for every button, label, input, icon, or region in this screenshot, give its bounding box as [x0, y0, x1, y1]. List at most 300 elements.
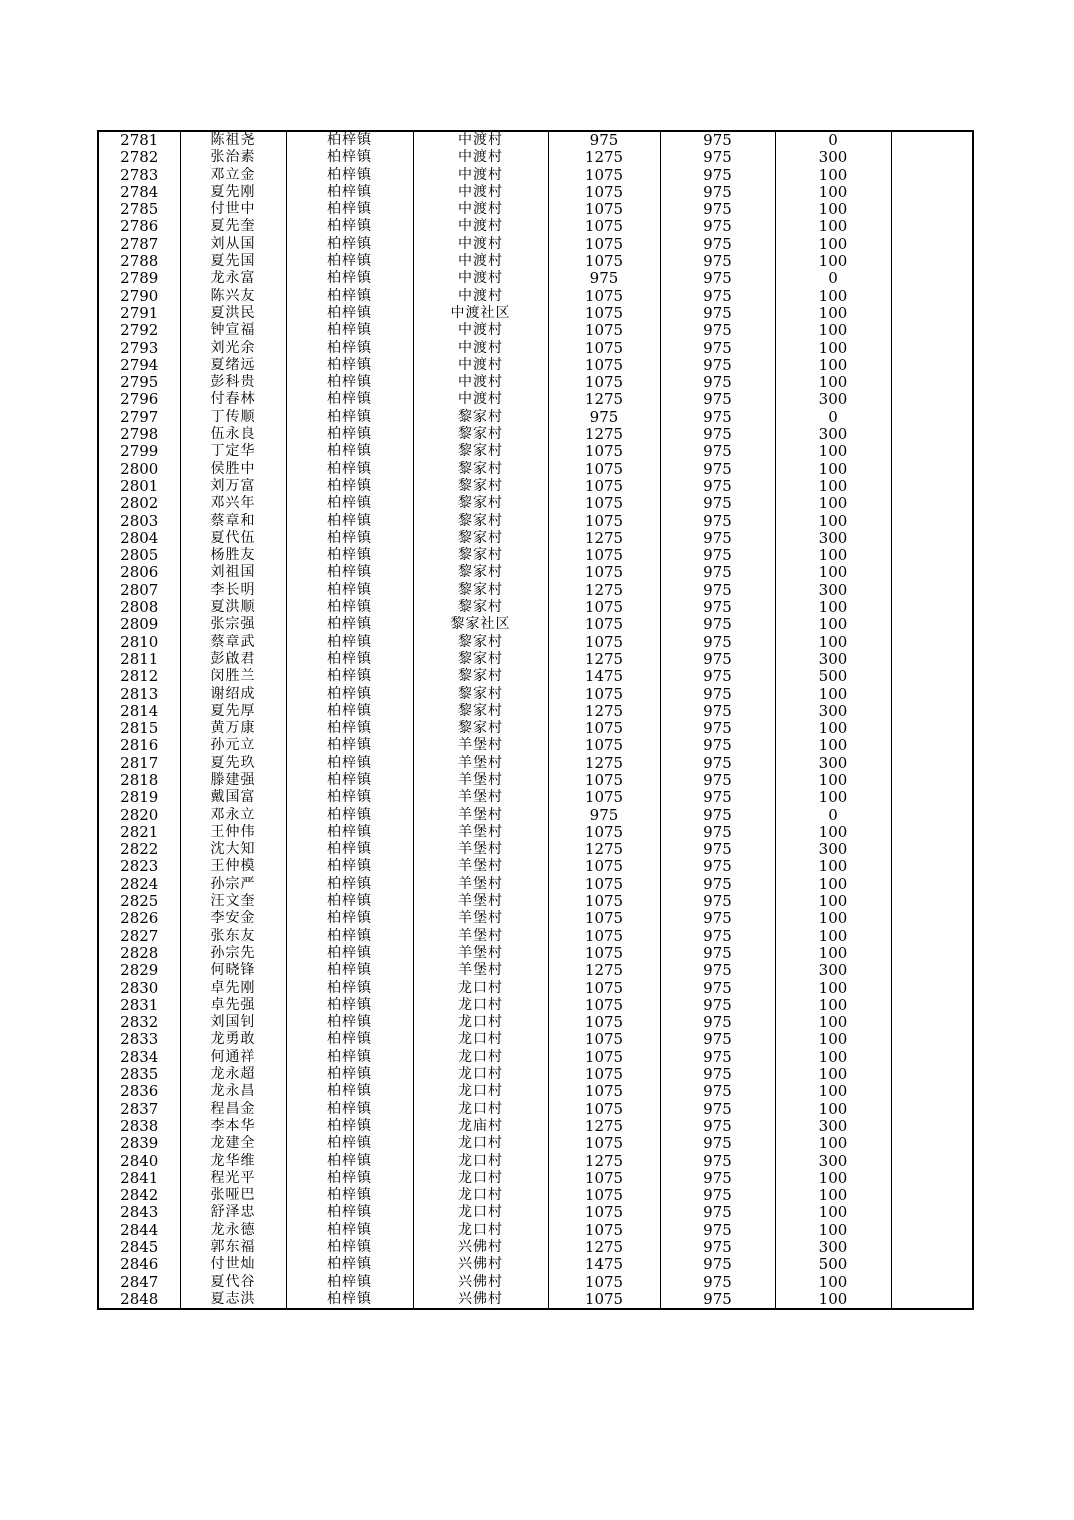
cell-village: 龙口村: [413, 1066, 548, 1083]
cell-amount-base: 975: [660, 928, 775, 945]
cell-amount-total: 1475: [548, 1256, 660, 1273]
cell-amount-base: 975: [660, 599, 775, 616]
cell-amount-total: 1075: [548, 1049, 660, 1066]
table-row: [98, 1031, 973, 1048]
cell-remark: [891, 668, 973, 685]
cell-town: 柏梓镇: [286, 1066, 413, 1083]
cell-row-number: 2801: [98, 478, 180, 495]
cell-amount-diff: 100: [775, 167, 891, 184]
cell-town: 柏梓镇: [286, 322, 413, 339]
cell-row-number: 2781: [98, 131, 180, 149]
cell-amount-total: 1075: [548, 997, 660, 1014]
cell-amount-total: 1075: [548, 858, 660, 875]
cell-row-number: 2805: [98, 547, 180, 564]
cell-town: 柏梓镇: [286, 599, 413, 616]
cell-town: 柏梓镇: [286, 668, 413, 685]
cell-name: 郭东福: [180, 1239, 286, 1256]
cell-village: 中渡村: [413, 340, 548, 357]
cell-amount-base: 975: [660, 495, 775, 512]
cell-amount-total: 1075: [548, 893, 660, 910]
cell-village: 黎家村: [413, 651, 548, 668]
cell-amount-diff: 100: [775, 322, 891, 339]
cell-name: 付春林: [180, 391, 286, 408]
table-row: [98, 131, 973, 149]
table-row: [98, 1049, 973, 1066]
cell-row-number: 2811: [98, 651, 180, 668]
cell-amount-base: 975: [660, 236, 775, 253]
cell-name: 夏先厚: [180, 703, 286, 720]
cell-amount-base: 975: [660, 564, 775, 581]
table-row: [98, 962, 973, 979]
cell-amount-total: 1075: [548, 634, 660, 651]
cell-name: 伍永良: [180, 426, 286, 443]
cell-row-number: 2813: [98, 686, 180, 703]
table-row: [98, 167, 973, 184]
cell-amount-base: 975: [660, 1222, 775, 1239]
cell-name: 黄万康: [180, 720, 286, 737]
cell-town: 柏梓镇: [286, 651, 413, 668]
cell-amount-total: 1275: [548, 1153, 660, 1170]
cell-amount-diff: 100: [775, 253, 891, 270]
cell-amount-total: 1075: [548, 443, 660, 460]
cell-amount-base: 975: [660, 858, 775, 875]
cell-amount-total: 1075: [548, 928, 660, 945]
cell-village: 龙口村: [413, 1204, 548, 1221]
cell-amount-base: 975: [660, 547, 775, 564]
cell-village: 黎家村: [413, 513, 548, 530]
cell-row-number: 2808: [98, 599, 180, 616]
cell-town: 柏梓镇: [286, 1135, 413, 1152]
cell-amount-diff: 100: [775, 1049, 891, 1066]
cell-amount-base: 975: [660, 374, 775, 391]
cell-name: 孙元立: [180, 737, 286, 754]
table-row: [98, 755, 973, 772]
cell-amount-total: 975: [548, 270, 660, 287]
cell-amount-total: 1275: [548, 426, 660, 443]
cell-name: 彭科贵: [180, 374, 286, 391]
cell-amount-diff: 0: [775, 807, 891, 824]
cell-remark: [891, 1239, 973, 1256]
table-row: [98, 305, 973, 322]
cell-row-number: 2815: [98, 720, 180, 737]
cell-amount-total: 1075: [548, 478, 660, 495]
cell-amount-base: 975: [660, 703, 775, 720]
cell-amount-total: 1275: [548, 1239, 660, 1256]
cell-name: 龙永富: [180, 270, 286, 287]
cell-remark: [891, 1274, 973, 1291]
cell-amount-base: 975: [660, 755, 775, 772]
cell-amount-base: 975: [660, 945, 775, 962]
cell-name: 付世中: [180, 201, 286, 218]
table-row: [98, 928, 973, 945]
cell-remark: [891, 807, 973, 824]
cell-amount-base: 975: [660, 1066, 775, 1083]
cell-remark: [891, 495, 973, 512]
table-row: [98, 616, 973, 633]
cell-row-number: 2846: [98, 1256, 180, 1273]
cell-row-number: 2844: [98, 1222, 180, 1239]
cell-amount-base: 975: [660, 876, 775, 893]
cell-row-number: 2782: [98, 149, 180, 166]
table-row: [98, 1256, 973, 1273]
cell-amount-total: 1075: [548, 876, 660, 893]
cell-village: 黎家社区: [413, 616, 548, 633]
cell-amount-base: 975: [660, 184, 775, 201]
cell-village: 黎家村: [413, 634, 548, 651]
data-table: [97, 130, 974, 1310]
cell-town: 柏梓镇: [286, 1274, 413, 1291]
cell-amount-base: 975: [660, 201, 775, 218]
cell-town: 柏梓镇: [286, 893, 413, 910]
cell-amount-base: 975: [660, 1031, 775, 1048]
cell-amount-total: 1075: [548, 1291, 660, 1309]
cell-name: 卓先刚: [180, 980, 286, 997]
cell-amount-base: 975: [660, 651, 775, 668]
cell-town: 柏梓镇: [286, 236, 413, 253]
table-row: [98, 409, 973, 426]
cell-row-number: 2828: [98, 945, 180, 962]
cell-amount-diff: 300: [775, 582, 891, 599]
cell-name: 龙建全: [180, 1135, 286, 1152]
cell-village: 羊堡村: [413, 841, 548, 858]
cell-amount-base: 975: [660, 616, 775, 633]
cell-village: 黎家村: [413, 443, 548, 460]
cell-village: 黎家村: [413, 461, 548, 478]
cell-name: 陈祖尧: [180, 131, 286, 149]
cell-town: 柏梓镇: [286, 357, 413, 374]
cell-remark: [891, 184, 973, 201]
table-row: [98, 547, 973, 564]
cell-remark: [891, 772, 973, 789]
table-row: [98, 1101, 973, 1118]
cell-row-number: 2845: [98, 1239, 180, 1256]
cell-village: 中渡村: [413, 374, 548, 391]
cell-amount-diff: 300: [775, 1118, 891, 1135]
cell-remark: [891, 149, 973, 166]
cell-amount-base: 975: [660, 443, 775, 460]
cell-village: 中渡村: [413, 149, 548, 166]
cell-remark: [891, 1083, 973, 1100]
cell-remark: [891, 443, 973, 460]
cell-village: 龙口村: [413, 1187, 548, 1204]
cell-village: 龙口村: [413, 1170, 548, 1187]
cell-village: 兴佛村: [413, 1291, 548, 1309]
cell-town: 柏梓镇: [286, 582, 413, 599]
table-row: [98, 720, 973, 737]
cell-name: 程光平: [180, 1170, 286, 1187]
cell-amount-base: 975: [660, 149, 775, 166]
cell-amount-base: 975: [660, 253, 775, 270]
cell-village: 黎家村: [413, 720, 548, 737]
cell-village: 中渡村: [413, 236, 548, 253]
cell-amount-base: 975: [660, 962, 775, 979]
cell-remark: [891, 461, 973, 478]
cell-town: 柏梓镇: [286, 720, 413, 737]
cell-remark: [891, 253, 973, 270]
cell-amount-diff: 100: [775, 1291, 891, 1309]
table-row: [98, 703, 973, 720]
cell-town: 柏梓镇: [286, 409, 413, 426]
cell-amount-base: 975: [660, 980, 775, 997]
cell-name: 夏代伍: [180, 530, 286, 547]
cell-row-number: 2795: [98, 374, 180, 391]
cell-amount-diff: 100: [775, 340, 891, 357]
cell-name: 夏先刚: [180, 184, 286, 201]
cell-row-number: 2838: [98, 1118, 180, 1135]
cell-amount-base: 975: [660, 789, 775, 806]
cell-amount-base: 975: [660, 737, 775, 754]
cell-town: 柏梓镇: [286, 1118, 413, 1135]
cell-town: 柏梓镇: [286, 426, 413, 443]
cell-amount-diff: 100: [775, 564, 891, 581]
cell-village: 中渡村: [413, 218, 548, 235]
cell-name: 夏代谷: [180, 1274, 286, 1291]
cell-remark: [891, 1101, 973, 1118]
cell-amount-total: 1075: [548, 547, 660, 564]
table-row: [98, 1204, 973, 1221]
cell-row-number: 2796: [98, 391, 180, 408]
cell-amount-total: 1075: [548, 1066, 660, 1083]
cell-town: 柏梓镇: [286, 634, 413, 651]
table-row: [98, 1291, 973, 1309]
cell-row-number: 2817: [98, 755, 180, 772]
cell-amount-diff: 100: [775, 876, 891, 893]
table-row: [98, 1222, 973, 1239]
cell-name: 刘从国: [180, 236, 286, 253]
cell-amount-base: 975: [660, 772, 775, 789]
table-row: [98, 686, 973, 703]
cell-village: 羊堡村: [413, 824, 548, 841]
table-row: [98, 910, 973, 927]
cell-village: 黎家村: [413, 426, 548, 443]
cell-amount-total: 1075: [548, 340, 660, 357]
table-row: [98, 426, 973, 443]
cell-amount-diff: 100: [775, 772, 891, 789]
cell-amount-base: 975: [660, 391, 775, 408]
cell-town: 柏梓镇: [286, 305, 413, 322]
cell-row-number: 2793: [98, 340, 180, 357]
cell-amount-base: 975: [660, 1135, 775, 1152]
cell-name: 杨胜友: [180, 547, 286, 564]
cell-row-number: 2842: [98, 1187, 180, 1204]
cell-row-number: 2847: [98, 1274, 180, 1291]
cell-town: 柏梓镇: [286, 564, 413, 581]
table-row: [98, 945, 973, 962]
cell-town: 柏梓镇: [286, 253, 413, 270]
cell-amount-total: 1075: [548, 1031, 660, 1048]
cell-name: 陈兴友: [180, 288, 286, 305]
cell-amount-base: 975: [660, 807, 775, 824]
cell-amount-base: 975: [660, 1118, 775, 1135]
cell-amount-diff: 100: [775, 893, 891, 910]
cell-amount-diff: 100: [775, 236, 891, 253]
cell-row-number: 2826: [98, 910, 180, 927]
cell-amount-diff: 100: [775, 495, 891, 512]
cell-amount-total: 1075: [548, 720, 660, 737]
cell-amount-total: 1075: [548, 322, 660, 339]
cell-town: 柏梓镇: [286, 807, 413, 824]
cell-town: 柏梓镇: [286, 686, 413, 703]
cell-amount-diff: 100: [775, 634, 891, 651]
cell-amount-diff: 100: [775, 1066, 891, 1083]
cell-town: 柏梓镇: [286, 1170, 413, 1187]
table-row: [98, 564, 973, 581]
cell-name: 夏绪远: [180, 357, 286, 374]
cell-town: 柏梓镇: [286, 1239, 413, 1256]
cell-row-number: 2799: [98, 443, 180, 460]
table-row: [98, 1274, 973, 1291]
cell-amount-total: 1075: [548, 201, 660, 218]
cell-amount-diff: 100: [775, 1170, 891, 1187]
cell-name: 刘祖国: [180, 564, 286, 581]
cell-amount-diff: 0: [775, 270, 891, 287]
cell-amount-base: 975: [660, 357, 775, 374]
cell-amount-total: 1075: [548, 495, 660, 512]
cell-name: 滕建强: [180, 772, 286, 789]
cell-name: 龙永昌: [180, 1083, 286, 1100]
cell-town: 柏梓镇: [286, 149, 413, 166]
cell-remark: [891, 634, 973, 651]
table-row: [98, 807, 973, 824]
cell-amount-base: 975: [660, 1239, 775, 1256]
cell-amount-diff: 100: [775, 1222, 891, 1239]
table-row: [98, 824, 973, 841]
cell-row-number: 2820: [98, 807, 180, 824]
cell-amount-diff: 100: [775, 599, 891, 616]
cell-town: 柏梓镇: [286, 755, 413, 772]
cell-row-number: 2837: [98, 1101, 180, 1118]
cell-amount-total: 1075: [548, 564, 660, 581]
cell-remark: [891, 478, 973, 495]
cell-amount-total: 1075: [548, 789, 660, 806]
cell-amount-diff: 300: [775, 149, 891, 166]
cell-amount-base: 975: [660, 1170, 775, 1187]
cell-amount-diff: 100: [775, 980, 891, 997]
cell-town: 柏梓镇: [286, 980, 413, 997]
cell-amount-diff: 100: [775, 288, 891, 305]
cell-town: 柏梓镇: [286, 391, 413, 408]
cell-remark: [891, 599, 973, 616]
cell-town: 柏梓镇: [286, 772, 413, 789]
cell-amount-total: 1075: [548, 461, 660, 478]
cell-row-number: 2825: [98, 893, 180, 910]
cell-name: 张宗强: [180, 616, 286, 633]
cell-amount-diff: 300: [775, 530, 891, 547]
cell-remark: [891, 980, 973, 997]
cell-row-number: 2787: [98, 236, 180, 253]
cell-name: 夏洪民: [180, 305, 286, 322]
cell-town: 柏梓镇: [286, 288, 413, 305]
table-row: [98, 374, 973, 391]
cell-town: 柏梓镇: [286, 1014, 413, 1031]
cell-amount-total: 1075: [548, 167, 660, 184]
cell-village: 中渡村: [413, 270, 548, 287]
cell-remark: [891, 391, 973, 408]
cell-amount-base: 975: [660, 1083, 775, 1100]
cell-amount-base: 975: [660, 841, 775, 858]
cell-amount-diff: 100: [775, 997, 891, 1014]
cell-village: 中渡社区: [413, 305, 548, 322]
table-row: [98, 513, 973, 530]
cell-remark: [891, 824, 973, 841]
table-row: [98, 651, 973, 668]
cell-amount-diff: 100: [775, 461, 891, 478]
cell-name: 何晓锋: [180, 962, 286, 979]
cell-name: 何通祥: [180, 1049, 286, 1066]
cell-row-number: 2834: [98, 1049, 180, 1066]
cell-remark: [891, 322, 973, 339]
table-row: [98, 789, 973, 806]
cell-town: 柏梓镇: [286, 1256, 413, 1273]
cell-amount-diff: 100: [775, 184, 891, 201]
cell-amount-total: 1075: [548, 945, 660, 962]
cell-remark: [891, 1256, 973, 1273]
cell-row-number: 2823: [98, 858, 180, 875]
cell-remark: [891, 305, 973, 322]
table-row: [98, 530, 973, 547]
cell-row-number: 2802: [98, 495, 180, 512]
table-row: [98, 236, 973, 253]
cell-row-number: 2824: [98, 876, 180, 893]
cell-town: 柏梓镇: [286, 478, 413, 495]
cell-name: 丁传顺: [180, 409, 286, 426]
table-row: [98, 1170, 973, 1187]
cell-amount-diff: 100: [775, 1135, 891, 1152]
cell-row-number: 2830: [98, 980, 180, 997]
cell-village: 兴佛村: [413, 1256, 548, 1273]
table-row: [98, 1118, 973, 1135]
cell-name: 钟宣福: [180, 322, 286, 339]
cell-amount-total: 1075: [548, 686, 660, 703]
cell-village: 龙口村: [413, 1049, 548, 1066]
cell-remark: [891, 1014, 973, 1031]
cell-remark: [891, 1204, 973, 1221]
cell-village: 羊堡村: [413, 962, 548, 979]
cell-amount-diff: 100: [775, 1083, 891, 1100]
cell-amount-total: 975: [548, 131, 660, 149]
cell-amount-total: 1075: [548, 1170, 660, 1187]
cell-town: 柏梓镇: [286, 1187, 413, 1204]
cell-name: 李安金: [180, 910, 286, 927]
cell-name: 付世灿: [180, 1256, 286, 1273]
cell-name: 刘国钊: [180, 1014, 286, 1031]
cell-village: 中渡村: [413, 322, 548, 339]
cell-village: 中渡村: [413, 253, 548, 270]
table-row: [98, 772, 973, 789]
cell-row-number: 2790: [98, 288, 180, 305]
cell-village: 龙口村: [413, 1083, 548, 1100]
cell-amount-total: 1075: [548, 824, 660, 841]
cell-village: 黎家村: [413, 495, 548, 512]
cell-amount-total: 1075: [548, 374, 660, 391]
cell-amount-diff: 300: [775, 651, 891, 668]
cell-row-number: 2789: [98, 270, 180, 287]
cell-row-number: 2812: [98, 668, 180, 685]
cell-amount-total: 1075: [548, 1187, 660, 1204]
cell-amount-total: 1075: [548, 772, 660, 789]
cell-town: 柏梓镇: [286, 547, 413, 564]
cell-remark: [891, 1031, 973, 1048]
cell-remark: [891, 236, 973, 253]
cell-town: 柏梓镇: [286, 530, 413, 547]
cell-remark: [891, 426, 973, 443]
cell-town: 柏梓镇: [286, 928, 413, 945]
cell-row-number: 2794: [98, 357, 180, 374]
table-row: [98, 737, 973, 754]
cell-amount-total: 1075: [548, 218, 660, 235]
cell-village: 龙口村: [413, 997, 548, 1014]
cell-town: 柏梓镇: [286, 876, 413, 893]
